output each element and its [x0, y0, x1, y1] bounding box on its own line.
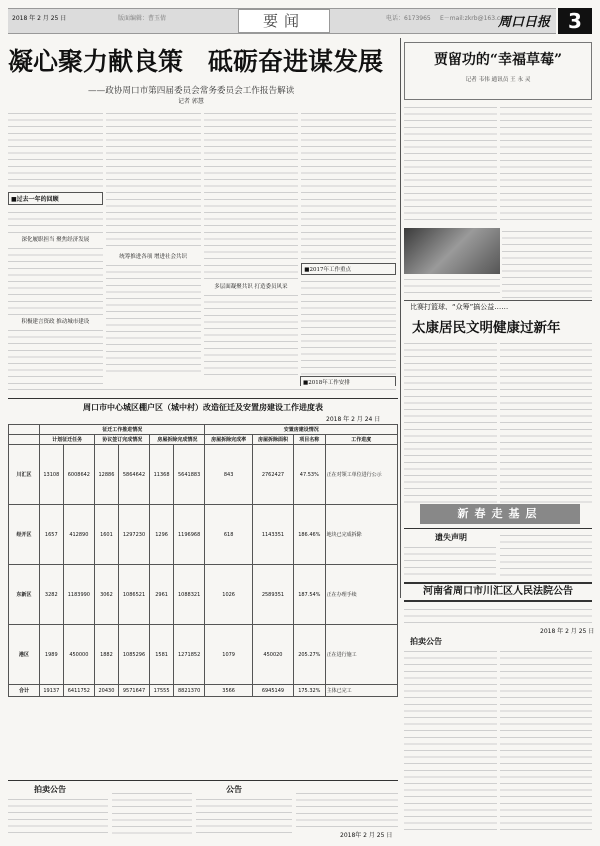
work-focus-label: ■2017年工作重点	[301, 263, 396, 275]
table-cell: 3566	[205, 685, 252, 697]
col-header: 计划征迁任务	[40, 435, 95, 445]
lead-subsection-1: 深化履职担当 聚焦经济发展	[21, 237, 90, 243]
col-header: 房屋拆除面积	[252, 435, 293, 445]
text-block	[106, 110, 201, 250]
table-cell: 5641883	[173, 445, 205, 505]
court-notice-box	[404, 582, 592, 602]
text-block	[196, 796, 292, 836]
text-block	[204, 292, 299, 380]
table-cell: 6945149	[252, 685, 293, 697]
text-block	[500, 104, 593, 226]
text-block	[301, 278, 396, 376]
table-cell: 412890	[63, 505, 95, 565]
table-cell: 1196968	[173, 505, 205, 565]
editor-phone: 电话：6173965	[386, 15, 431, 22]
table-title: 周口市中心城区棚户区（城中村）改造征迁及安置房建设工作进度表	[83, 402, 323, 412]
auction-notice-title: 拍卖公告	[34, 784, 66, 794]
table-cell: 1088321	[173, 565, 205, 625]
divider	[404, 300, 592, 301]
table-cell: 17555	[150, 685, 174, 697]
feature-headline: 贾留功的“幸福草莓”	[433, 52, 563, 68]
text-block	[404, 606, 592, 626]
editor-email: E－mail:zkrb@163.com	[440, 15, 510, 22]
feature-header-box	[404, 42, 592, 100]
table-cell: 2961	[150, 565, 174, 625]
table-cell-district: 川汇区	[9, 445, 40, 505]
table-date: 2018 年 2 月 24 日	[326, 416, 381, 423]
table-cell: 1143351	[252, 505, 293, 565]
text-block	[8, 386, 396, 394]
lead-col-4	[301, 110, 396, 378]
table-cell: 19137	[40, 685, 64, 697]
table-cell: 6008642	[63, 445, 95, 505]
col-header: 协议签订完成情况	[95, 435, 150, 445]
table-cell: 2762427	[252, 445, 293, 505]
table-cell: 1026	[205, 565, 252, 625]
table-cell: 450000	[63, 625, 95, 685]
work-plan-label: ■2018年工作安排	[300, 376, 396, 388]
text-block	[502, 228, 592, 298]
court-notice-date: 2018 年 2 月 25 日	[540, 628, 595, 635]
table-cell: 187.54%	[294, 565, 326, 625]
table-cell: 47.53%	[294, 445, 326, 505]
table-cell: 175.32%	[294, 685, 326, 697]
progress-table-grid	[8, 424, 398, 697]
text-block	[8, 110, 103, 188]
table-corner	[9, 435, 40, 445]
review-box-label: ■过去一年的回顾	[8, 192, 103, 205]
table-cell: 1296	[150, 505, 174, 565]
feature-byline: 记者 韦伟 通讯员 王 永 灵	[465, 77, 531, 83]
village-headline: 太康居民文明健康过新年	[412, 320, 561, 336]
gonggao-title: 公告	[226, 784, 242, 794]
table-cell: 1989	[40, 625, 64, 685]
table-cell: 843	[205, 445, 252, 505]
village-body	[404, 340, 592, 504]
text-block	[404, 648, 497, 834]
col-header: 房屋拆除完成情况	[150, 435, 205, 445]
text-block	[204, 110, 299, 280]
divider	[8, 780, 398, 781]
text-block	[8, 327, 103, 387]
table-cell: 2589351	[252, 565, 293, 625]
text-block	[112, 790, 192, 836]
section-box	[238, 9, 330, 33]
table-cell: 205.27%	[294, 625, 326, 685]
col-header: 项目名称	[294, 435, 326, 445]
table-cell: 1297230	[118, 505, 150, 565]
mid-subsection-1: 统筹推进各项 增进社会共识	[119, 254, 187, 260]
table-cell: 8821370	[173, 685, 205, 697]
table-cell: 3062	[95, 565, 119, 625]
lead-subhead: ——政协周口市第四届委员会常务委员会工作报告解读	[88, 86, 295, 96]
table-cell: 9571647	[118, 685, 150, 697]
text-block	[500, 340, 593, 504]
table-cell-progress: 地块已完成拆除	[325, 505, 397, 565]
table-cell-district: 经开区	[9, 505, 40, 565]
table-cell: 1581	[150, 625, 174, 685]
lead-body	[8, 110, 396, 378]
section-title: 要闻	[262, 12, 305, 30]
feature-body	[404, 104, 592, 226]
table-cell-progress: 正在对领工单位进行公示	[325, 445, 397, 505]
text-block	[8, 245, 103, 315]
text-block	[106, 262, 201, 374]
divider	[404, 528, 592, 529]
court-notice-title: 河南省周口市川汇区人民法院公告	[423, 586, 573, 597]
table-cell: 186.46%	[294, 505, 326, 565]
table-cell: 13108	[40, 445, 64, 505]
group-header: 征迁工作推进情况	[40, 425, 205, 435]
lead-headline: 凝心聚力献良策 砥砺奋进谋发展	[8, 47, 384, 76]
table-row	[9, 565, 398, 625]
table-cell: 20430	[95, 685, 119, 697]
table-cell: 1085296	[118, 625, 150, 685]
lead-col-2	[106, 110, 201, 378]
text-block	[301, 110, 396, 260]
lead-byline: 记者 郭慧	[178, 98, 204, 105]
strawberry-photo	[404, 228, 500, 274]
gonggao-date: 2018年 2 月 25 日	[340, 832, 393, 839]
table-cell: 1657	[40, 505, 64, 565]
auction-body-right	[404, 648, 592, 834]
table-cell-district: 东新区	[9, 565, 40, 625]
page-editor: 版面编辑：曹玉倩	[118, 15, 167, 22]
mid-subsection-2: 多层面凝聚共识 打造委员风采	[214, 284, 288, 290]
table-cell: 1086521	[118, 565, 150, 625]
page-number: 3	[558, 8, 592, 34]
column-rule	[400, 38, 401, 598]
text-block	[296, 790, 398, 830]
text-block	[404, 276, 500, 298]
table-cell: 1183990	[63, 565, 95, 625]
table-row	[9, 625, 398, 685]
lead-col-3	[204, 110, 299, 378]
table-cell-progress: 主体已完工	[325, 685, 397, 697]
group-header: 安置房建设情况	[205, 425, 398, 435]
spring-banner: 新春走基层	[420, 504, 580, 524]
table-cell: 1601	[95, 505, 119, 565]
progress-table	[8, 424, 398, 697]
table-cell: 12886	[95, 445, 119, 505]
auction-notice-title-2: 拍卖公告	[410, 636, 442, 646]
table-cell: 1882	[95, 625, 119, 685]
table-group-header-row	[9, 425, 398, 435]
text-block	[8, 796, 108, 836]
col-header: 房屋拆除完成率	[205, 435, 252, 445]
table-row	[9, 505, 398, 565]
lost-notice-title: 遗失声明	[435, 532, 467, 542]
table-cell: 618	[205, 505, 252, 565]
table-col-header-row	[9, 435, 398, 445]
paper-name: 周口日报	[498, 15, 551, 30]
table-cell: 5864642	[118, 445, 150, 505]
table-cell-progress: 正在进行施工	[325, 625, 397, 685]
text-block	[500, 532, 592, 578]
text-block	[404, 340, 497, 504]
village-kicker: 比赛打篮球、“众筹”搞公益……	[410, 303, 509, 311]
lead-subsection-2: 积极建言资政 推动城市建设	[21, 319, 90, 325]
table-cell: 6411752	[63, 685, 95, 697]
text-block	[8, 209, 103, 233]
table-cell: 1079	[205, 625, 252, 685]
text-block	[404, 544, 496, 578]
lead-col-1	[8, 110, 103, 378]
table-row	[9, 445, 398, 505]
table-corner	[9, 425, 40, 435]
text-block	[404, 104, 497, 226]
issue-date: 2018 年 2 月 25 日	[12, 15, 67, 22]
col-header: 工作进度	[325, 435, 397, 445]
text-block	[500, 648, 593, 834]
table-cell: 1271852	[173, 625, 205, 685]
table-row	[9, 685, 398, 697]
table-cell: 450020	[252, 625, 293, 685]
table-cell: 3282	[40, 565, 64, 625]
divider	[8, 398, 398, 399]
table-cell-progress: 正在办理手续	[325, 565, 397, 625]
table-cell: 11368	[150, 445, 174, 505]
table-cell-district: 港区	[9, 625, 40, 685]
table-cell-district: 合计	[9, 685, 40, 697]
